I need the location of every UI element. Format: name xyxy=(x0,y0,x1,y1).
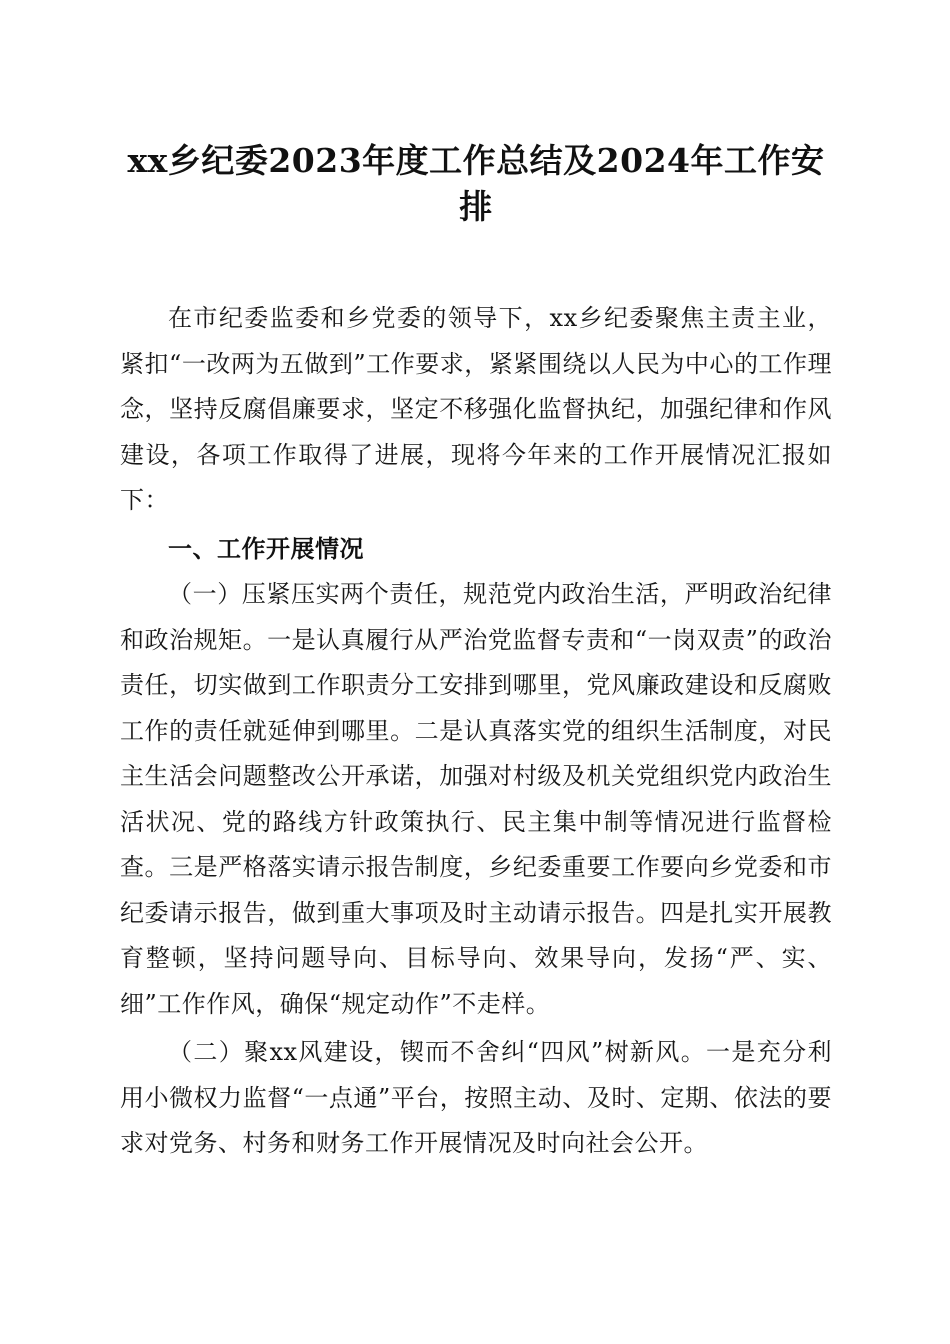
subsection-paragraph-1: （一）压紧压实两个责任，规范党内政治生活，严明政治纪律和政治规矩。一是认真履行从严治党监督专责和“一岗双责”的政治责任，切实做到工作职责分工安排到哪里，党风廉政建设和反腐败工作的责任就延伸到哪里。二是认真落实党的组织生活制度，对民主生活会问题整改公开承诺，加强对村级及机关党组织党内政治生活状况、党的路线方针政策执行、民主集中制等情况进行监督检查。三是严格落实请示报告制度，乡纪委重要工作要向乡党委和市纪委请示报告，做到重大事项及时主动请示报告。四是扎实开展教育整顿，坚持问题导向、目标导向、效果导向，发扬“严、实、细”工作作风，确保“规定动作”不走样。 xyxy=(120,580,832,1018)
document-body xyxy=(120,296,832,1167)
section-heading-work-status: 一、工作开展情况 xyxy=(168,534,364,563)
intro-paragraph: 在市纪委监委和乡党委的领导下，xx乡纪委聚焦主责主业，紧扣“一改两为五做到”工作要求，紧紧围绕以人民为中心的工作理念，坚持反腐倡廉要求，坚定不移强化监督执纪，加强纪律和作风建设，各项工作取得了进展，现将今年来的工作开展情况汇报如下： xyxy=(120,304,832,514)
subsection-paragraph-2: （二）聚xx风建设，锲而不舍纠“四风”树新风。一是充分利用小微权力监督“一点通”平台，按照主动、及时、定期、依法的要求对党务、村务和财务工作开展情况及时向社会公开。 xyxy=(120,1038,832,1157)
document-title: xx乡纪委2023年度工作总结及2024年工作安排 xyxy=(127,141,825,226)
